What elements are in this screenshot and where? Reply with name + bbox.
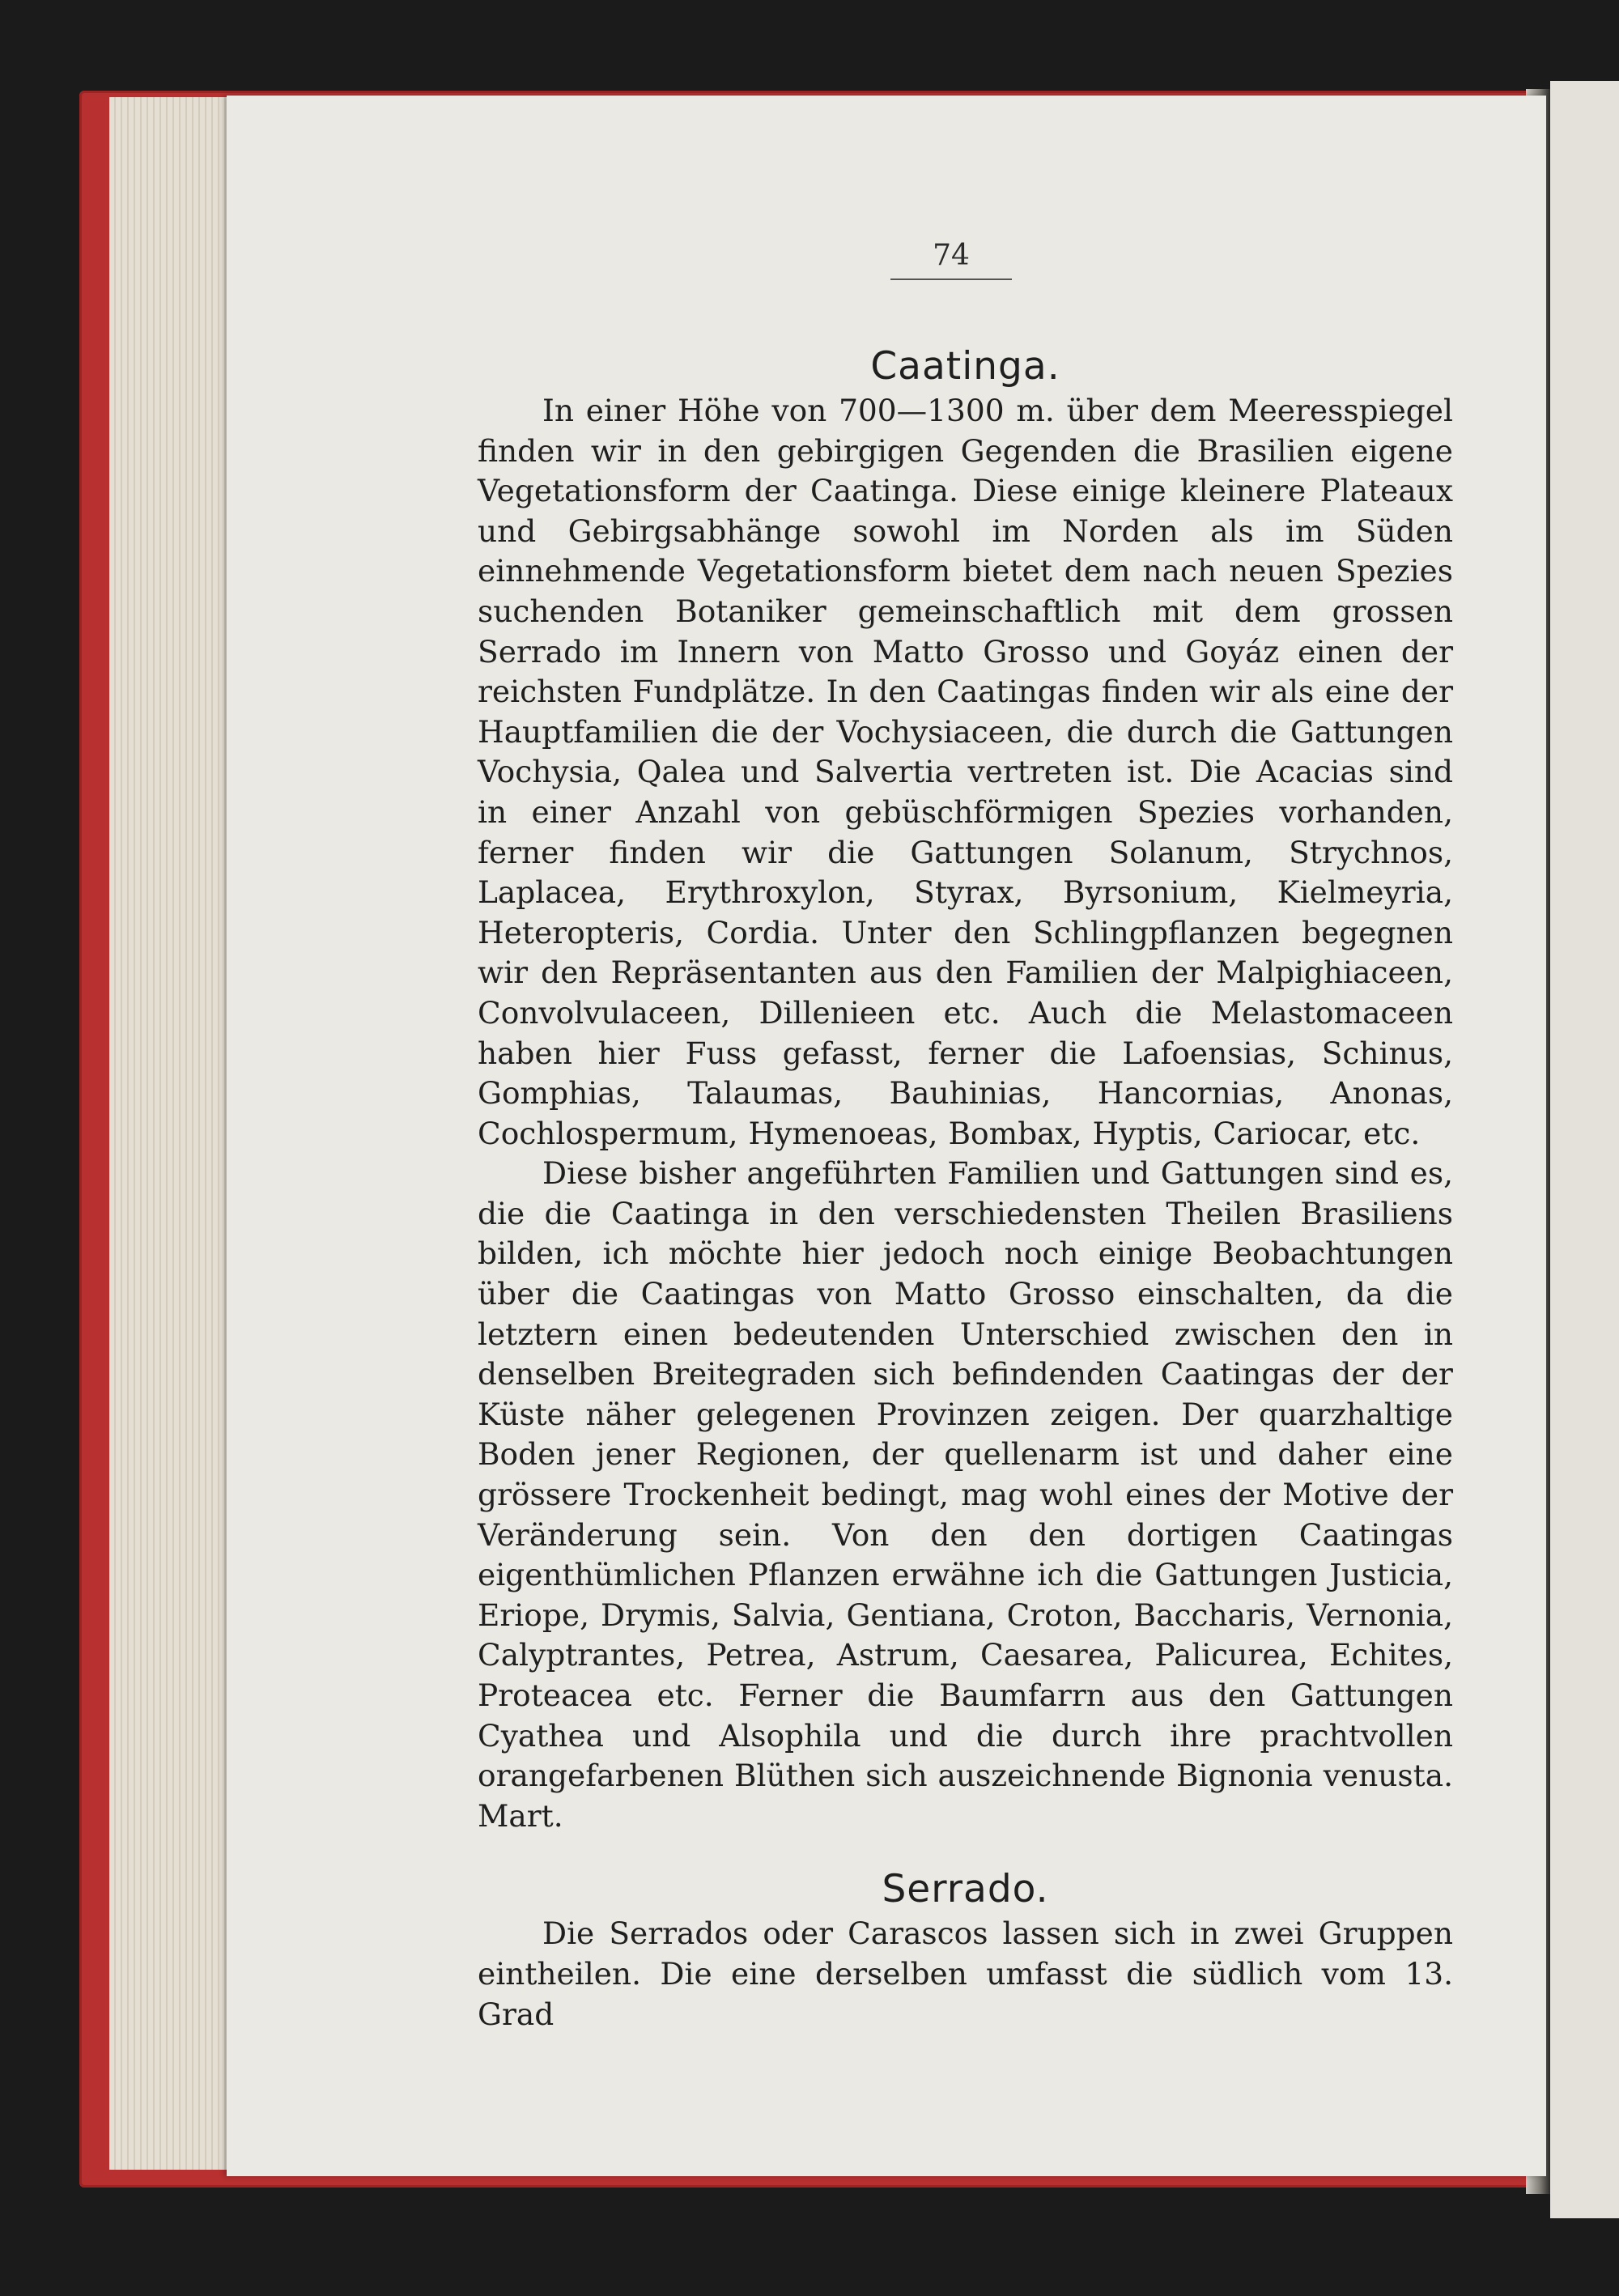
section-heading-serrado: Serrado. [882,1867,1049,1912]
section-heading-caatinga: Caatinga. [870,344,1060,389]
facing-page-edge [1550,81,1619,2218]
paragraph-caatinga-1: In einer Höhe von 700—1300 m. über dem Meeresspiegel finden wir in den gebirgigen Gegenden die Brasilien eigene Vegetationsform der Caatinga. Diese einige kleinere Plateaux und Gebirgsabhänge sowohl im Norden als im Süden einnehmende Vegetationsform bietet dem nach neuen Spezies suchenden Botaniker gemeinschaftlich mit dem grossen Serrado im Innern von Matto Grosso und Goyáz einen der reichsten Fundplätze. In den Caatingas finden wir als eine der Hauptfamilien die der Vochysiaceen, die durch die Gattungen Vochysia, Qalea und Salvertia vertreten ist. Die Acacias sind in einer Anzahl von gebüschförmigen Spezies vorhanden, ferner finden wir die Gattungen Solanum, Strychnos, Laplacea, Erythroxylon, Styrax, Byrsonium, Kielmeyria, Heteropteris, Cordia. Unter den Schlingpflanzen begegnen wir den Repräsentanten aus den Familien der Malpighiaceen, Convolvulaceen, Dillenieen etc. Auch die Melastomaceen haben hier Fuss gefasst, ferner die Lafoensias, Schinus, Gomphias, Talaumas, Bauhinias, Hancornias, Anonas, Cochlospermum, Hymenoeas, Bombax, Hyptis, Cariocar, etc. [478,393,1453,1151]
page-text [478,336,1453,2035]
paragraph-caatinga-2: Diese bisher angeführten Familien und Gattungen sind es, die die Caatinga in den verschiedensten Theilen Brasiliens bilden, ich möchte hier jedoch noch einige Beobachtungen über die Caatingas von Matto Grosso einschalten, da die letztern einen bedeutenden Unterschied zwischen den in denselben Breitegraden sich befindenden Caatingas der der Küste näher gelegenen Provinzen zeigen. Der quarzhaltige Boden jener Regionen, der quellenarm ist und daher eine grössere Trockenheit bedingt, mag wohl eines der Motive der Veränderung sein. Von den den dortigen Caatingas eigenthümlichen Pflanzen erwähne ich die Gattungen Justicia, Eriope, Drymis, Salvia, Gentiana, Croton, Baccharis, Vernonia, Calyptrantes, Petrea, Astrum, Caesarea, Palicurea, Echites, Proteacea etc. Ferner die Baumfarrn aus den Gattungen Cyathea und Alsophila und die durch ihre prachtvollen orangefarbenen Blüthen sich auszeichnende Bignonia venusta. Mart. [478,1155,1453,1834]
page-number: 74 [890,239,1012,280]
paragraph-serrado-1: Die Serrados oder Carascos lassen sich in zwei Gruppen eintheilen. Die eine derselben umfasst die südlich vom 13. Grad [478,1915,1453,2032]
